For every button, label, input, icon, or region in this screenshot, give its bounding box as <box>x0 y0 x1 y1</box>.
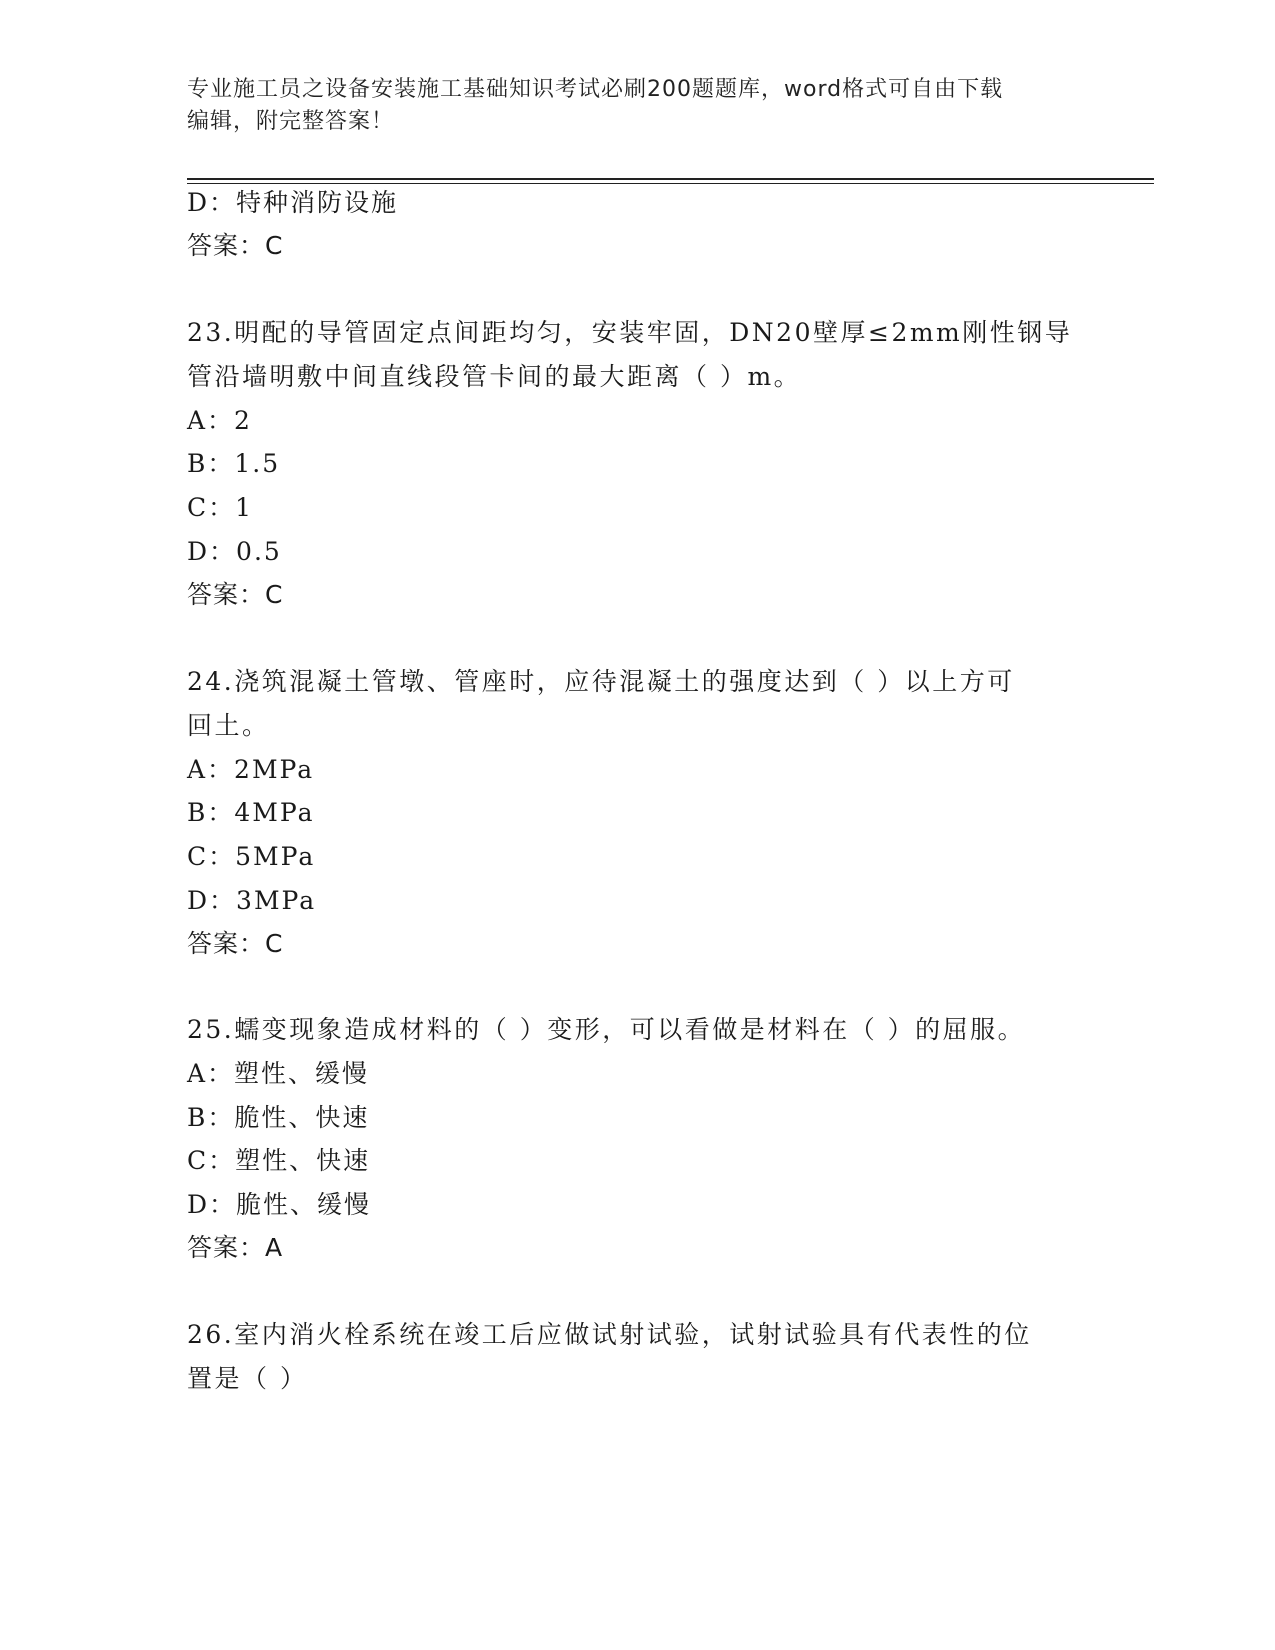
q24-stem-line-1: 24.浇筑混凝土管墩、管座时，应待混凝土的强度达到（ ）以上方可 <box>187 667 1015 696</box>
q25-answer: 答案：A <box>187 1233 284 1262</box>
document-header <box>187 74 1067 138</box>
q24-option-d: D：3MPa <box>187 886 317 915</box>
header-line-1: 专业施工员之设备安装施工基础知识考试必刷200题题库，word格式可自由下载 <box>187 77 1004 102</box>
q25-option-d: D：脆性、缓慢 <box>187 1190 372 1219</box>
q25-stem-line-1: 25.蠕变现象造成材料的（ ）变形，可以看做是材料在（ ）的屈服。 <box>187 1015 1026 1044</box>
q25-option-b: B：脆性、快速 <box>187 1103 370 1132</box>
q22-answer: 答案：C <box>187 231 284 260</box>
header-divider-thin <box>187 183 1154 184</box>
q26-stem-line-1: 26.室内消火栓系统在竣工后应做试射试验，试射试验具有代表性的位 <box>187 1320 1032 1349</box>
header-line-2: 编辑，附完整答案！ <box>187 109 395 134</box>
q24-option-c: C：5MPa <box>187 842 316 871</box>
q25-option-a: A：塑性、缓慢 <box>187 1059 370 1088</box>
q23-answer: 答案：C <box>187 580 284 609</box>
q23-stem-line-2: 管沿墙明敷中间直线段管卡间的最大距离（ ）m。 <box>187 362 802 391</box>
q23-stem-line-1: 23.明配的导管固定点间距均匀，安装牢固，DN20壁厚≤2mm刚性钢导 <box>187 318 1073 347</box>
q23-option-d: D：0.5 <box>187 537 282 566</box>
q24-stem-line-2: 回土。 <box>187 711 270 740</box>
q22-option-d: D：特种消防设施 <box>187 188 399 217</box>
header-divider-thick <box>187 178 1154 180</box>
q24-option-a: A：2MPa <box>187 755 315 784</box>
q24-answer: 答案：C <box>187 929 284 958</box>
q26-stem-line-2: 置是（ ） <box>187 1364 308 1393</box>
q23-option-a: A：2 <box>187 406 252 435</box>
q23-option-c: C：1 <box>187 493 254 522</box>
q23-option-b: B：1.5 <box>187 449 281 478</box>
q25-option-c: C：塑性、快速 <box>187 1146 371 1175</box>
q24-option-b: B：4MPa <box>187 798 315 827</box>
